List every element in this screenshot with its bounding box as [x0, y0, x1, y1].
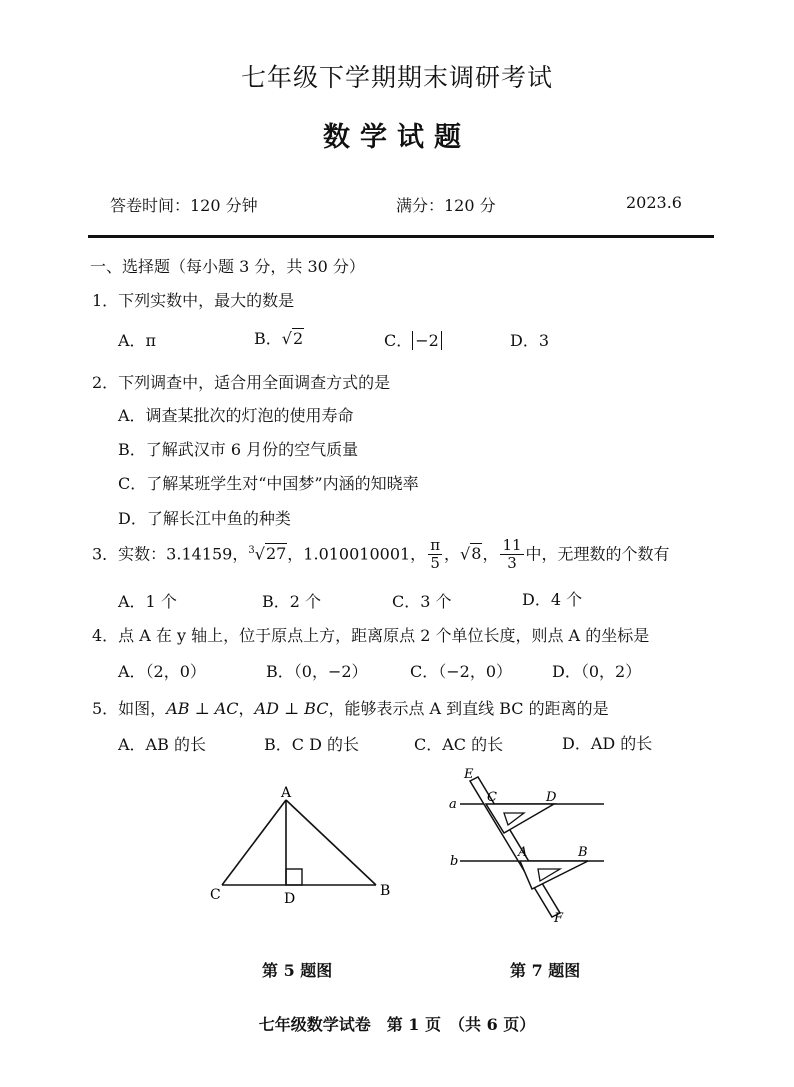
figure-5	[196, 785, 406, 910]
figure-7	[448, 765, 608, 925]
q4-option-b: B．（0，−2）	[266, 662, 368, 681]
exam-duration: 答卷时间：120 分钟	[110, 196, 258, 215]
q1-option-d: D．3	[510, 331, 550, 350]
q1-option-c: C． −2	[384, 328, 442, 351]
q1-option-a: A．π	[118, 331, 157, 350]
question-4-stem: 4．点 A 在 y 轴上，位于原点上方，距离原点 2 个单位长度，则点 A 的坐标是	[92, 626, 650, 645]
question-1-stem: 1．下列实数中，最大的数是	[92, 291, 295, 310]
q5-option-a: A．AB 的长	[118, 735, 206, 754]
q2-option-a: A．调查某批次的灯泡的使用寿命	[118, 406, 354, 425]
set-square-lower	[520, 861, 588, 889]
question-5-stem: 5．如图，AB ⊥ AC，AD ⊥ BC，能够表示点 A 到直线 BC 的距离的是	[92, 699, 609, 718]
q5-option-c: C．AC 的长	[414, 735, 504, 754]
label-a: A	[281, 785, 292, 801]
q5-option-d: D．AD 的长	[562, 734, 653, 753]
figure-7-caption: 第 7 题图	[510, 961, 581, 980]
header-divider	[88, 235, 714, 238]
label-e: E	[464, 767, 474, 782]
figure-5-caption: 第 5 题图	[262, 961, 333, 980]
q3-option-b: B．2 个	[262, 592, 322, 611]
segment-ab	[286, 800, 376, 885]
label-b: B	[578, 845, 588, 860]
label-f: F	[554, 911, 564, 925]
question-2-stem: 2．下列调查中，适合用全面调查方式的是	[92, 373, 391, 392]
q1-option-b: B．√2	[254, 329, 304, 348]
set-square-upper	[486, 804, 554, 833]
q2-option-b: B．了解武汉市 6 月份的空气质量	[118, 440, 359, 459]
label-line-b: b	[450, 854, 459, 869]
question-3-stem: 3．实数：3.14159，$^3$√27，1.010010001， $\frac{\pi}{5}$ ，√8， $\frac{11}{3}$ 中，无理数的个数有	[92, 536, 670, 573]
label-d: D	[546, 790, 557, 805]
full-score: 满分：120 分	[396, 196, 496, 215]
exam-title: 七年级下学期期末调研考试	[240, 63, 553, 92]
q3-option-d: D．4 个	[522, 590, 583, 609]
exam-date: 2023.6	[626, 193, 682, 212]
q3-option-a: A．1 个	[118, 592, 177, 611]
q4-option-c: C．（−2，0）	[410, 662, 513, 681]
label-d: D	[284, 891, 296, 907]
section-heading: 一、选择题（每小题 3 分，共 30 分）	[90, 257, 365, 276]
label-line-a: a	[449, 797, 457, 812]
segment-ac	[222, 800, 286, 885]
q4-option-a: A．（2，0）	[118, 662, 206, 681]
q2-option-c: C．了解某班学生对“中国梦”内涵的知晓率	[118, 474, 419, 493]
right-angle-mark	[286, 869, 302, 885]
subject-title: 数学试题	[323, 122, 471, 153]
label-c: C	[487, 790, 497, 805]
q5-option-b: B．C D 的长	[264, 735, 360, 754]
q2-option-d: D．了解长江中鱼的种类	[118, 509, 291, 528]
q4-option-d: D．（0，2）	[552, 662, 642, 681]
q3-option-c: C．3 个	[392, 592, 452, 611]
label-b: B	[380, 883, 391, 899]
label-c: C	[210, 887, 221, 903]
label-a: A	[518, 845, 528, 860]
page-footer: 七年级数学试卷 第 1 页 （共 6 页）	[258, 1015, 536, 1034]
